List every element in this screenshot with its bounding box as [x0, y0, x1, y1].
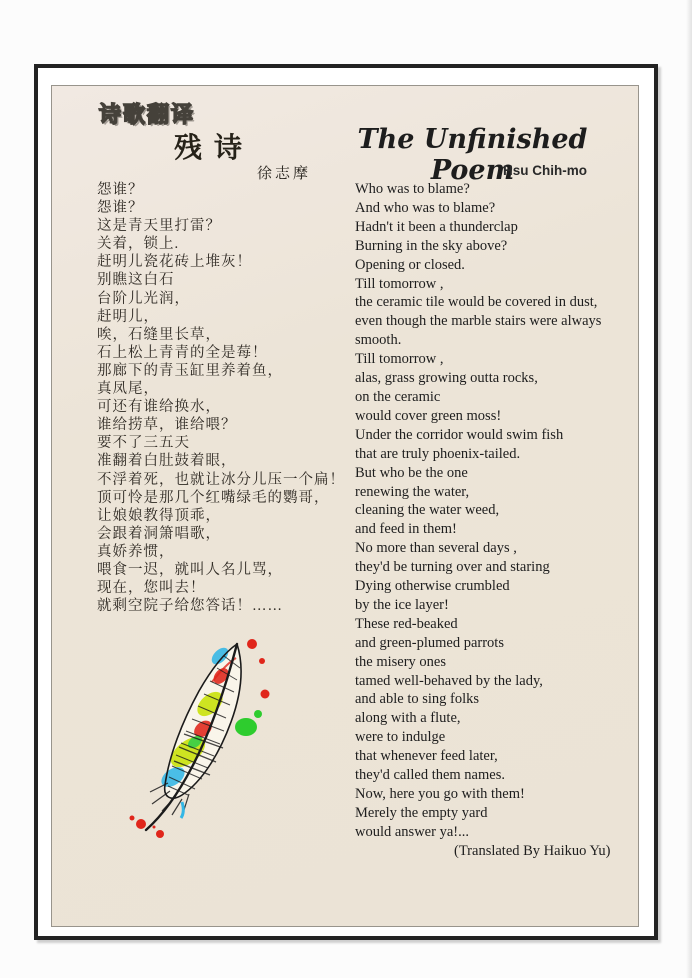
chinese-poem-line: 怨谁？ [97, 200, 144, 217]
chinese-poem-line: 赶明儿瓷花砖上堆灰！ [97, 254, 252, 271]
english-poem-line: and green-plumed parrots [355, 634, 504, 651]
chinese-poem-title: 残诗 [173, 133, 254, 164]
english-poem-line: Dying otherwise crumbled [355, 578, 510, 595]
english-poem-line: Now, here you go with them! [355, 786, 525, 802]
english-poem-line: Who was to blame? [355, 181, 470, 197]
chinese-poem-line: 喂食一迟，就叫人名儿骂， [97, 561, 283, 578]
chinese-poem-line: 怨谁？ [97, 182, 144, 198]
english-poem-line: that are truly phoenix-tailed. [355, 445, 521, 462]
english-poem-line: the ceramic tile would be covered in dust, [355, 294, 598, 311]
chinese-poem-line: 石上松上青青的全是莓！ [97, 344, 268, 361]
chinese-poem-line: 真娇养惯， [97, 543, 175, 560]
chinese-poem-line: 不浮着死，也就让冰分儿压一个扁！ [97, 471, 345, 488]
chinese-poem-line: 顶可怜是那几个红嘴绿毛的鹦哥， [97, 489, 330, 506]
english-poem-line: Burning in the sky above? [355, 237, 508, 254]
english-poem-line: along with a flute, [355, 710, 461, 727]
english-poem-line: that whenever feed later, [355, 748, 498, 765]
chinese-poem-line: 唉，石缝里长草， [97, 326, 221, 343]
english-poem-line: And who was to blame? [355, 199, 496, 216]
chinese-poem-line: 台阶儿光润， [97, 290, 190, 307]
chinese-poem-line: 会跟着洞箫唱歌， [97, 525, 221, 542]
chinese-poem-line: 现在，您叫去！ [97, 580, 206, 597]
chinese-poem-line: 就剩空院子给您答话！…… [97, 598, 283, 615]
english-poem-line: Till tomorrow , [355, 275, 444, 292]
document-page [34, 64, 658, 940]
chinese-poem-line: 谁给捞草，谁给喂？ [97, 417, 237, 434]
english-poem-line: alas, grass growing outta rocks, [355, 370, 538, 387]
english-poem-title: The Unfinished Poem [357, 124, 588, 186]
english-poem-line: they'd be turning over and staring [355, 559, 550, 576]
english-poem-line: These red-beaked [355, 615, 458, 632]
english-poem-line: Merely the empty yard [355, 804, 488, 821]
english-poem-line: smooth. [355, 332, 402, 349]
english-poem-line: Under the corridor would swim fish [355, 426, 564, 443]
english-poem-line: on the ceramic [355, 388, 441, 405]
translator-credit: (Translated By Haikuo Yu) [454, 843, 611, 859]
feather-ink-illustration [124, 634, 274, 846]
chinese-poem-line: 关着，锁上. [97, 236, 180, 253]
chinese-poem-line: 可还有谁给换水， [97, 399, 221, 416]
chinese-poem-line: 这是青天里打雷？ [97, 218, 221, 235]
chinese-poem-line: 赶明儿， [97, 308, 159, 325]
english-poem-body [355, 180, 601, 842]
english-poem-line: Hadn't it been a thunderclap [355, 218, 518, 235]
english-poem-line: and feed in them! [355, 521, 457, 538]
english-poem-line: the misery ones [355, 653, 447, 670]
chinese-poem-line: 那廊下的青玉缸里养着鱼， [97, 362, 283, 379]
chinese-poem-line: 真凤尾， [97, 381, 159, 398]
english-poem-line: Till tomorrow , [355, 351, 444, 368]
english-poem-line: Opening or closed. [355, 256, 465, 273]
english-poem-line: cleaning the water weed, [355, 502, 500, 519]
chinese-poem-line: 要不了三五天 [97, 435, 190, 452]
english-poem-line: by the ice layer! [355, 596, 449, 613]
cyan-drip [181, 802, 183, 818]
chinese-poem-line: 准翻着白肚鼓着眼， [97, 453, 237, 470]
series-badge: 诗歌翻译 [99, 103, 196, 128]
english-poem-line: No more than several days , [355, 540, 517, 557]
chinese-poem-body [97, 181, 345, 615]
english-poem-line: would cover green moss! [355, 407, 502, 424]
english-poem-line: tamed well-behaved by the lady, [355, 672, 543, 689]
english-poem-line: and able to sing folks [355, 691, 480, 708]
chinese-poem-line: 别瞧这白石 [97, 272, 175, 289]
english-poem-line: were to indulge [355, 729, 446, 746]
chinese-poem-author: 徐志摩 [257, 166, 312, 182]
page-content-area [51, 85, 639, 927]
english-poem-author: Hsu Chih-mo [503, 163, 587, 178]
english-poem-line: they'd called them names. [355, 767, 505, 784]
english-poem-line: But who be the one [355, 464, 468, 481]
english-poem-line: renewing the water, [355, 483, 470, 500]
chinese-poem-line: 让娘娘教得顶乖， [97, 507, 221, 524]
scan-edge-shadow [686, 0, 692, 978]
english-poem-line: even though the marble stairs were always [355, 313, 602, 330]
english-poem-line: would answer ya!... [355, 823, 469, 840]
